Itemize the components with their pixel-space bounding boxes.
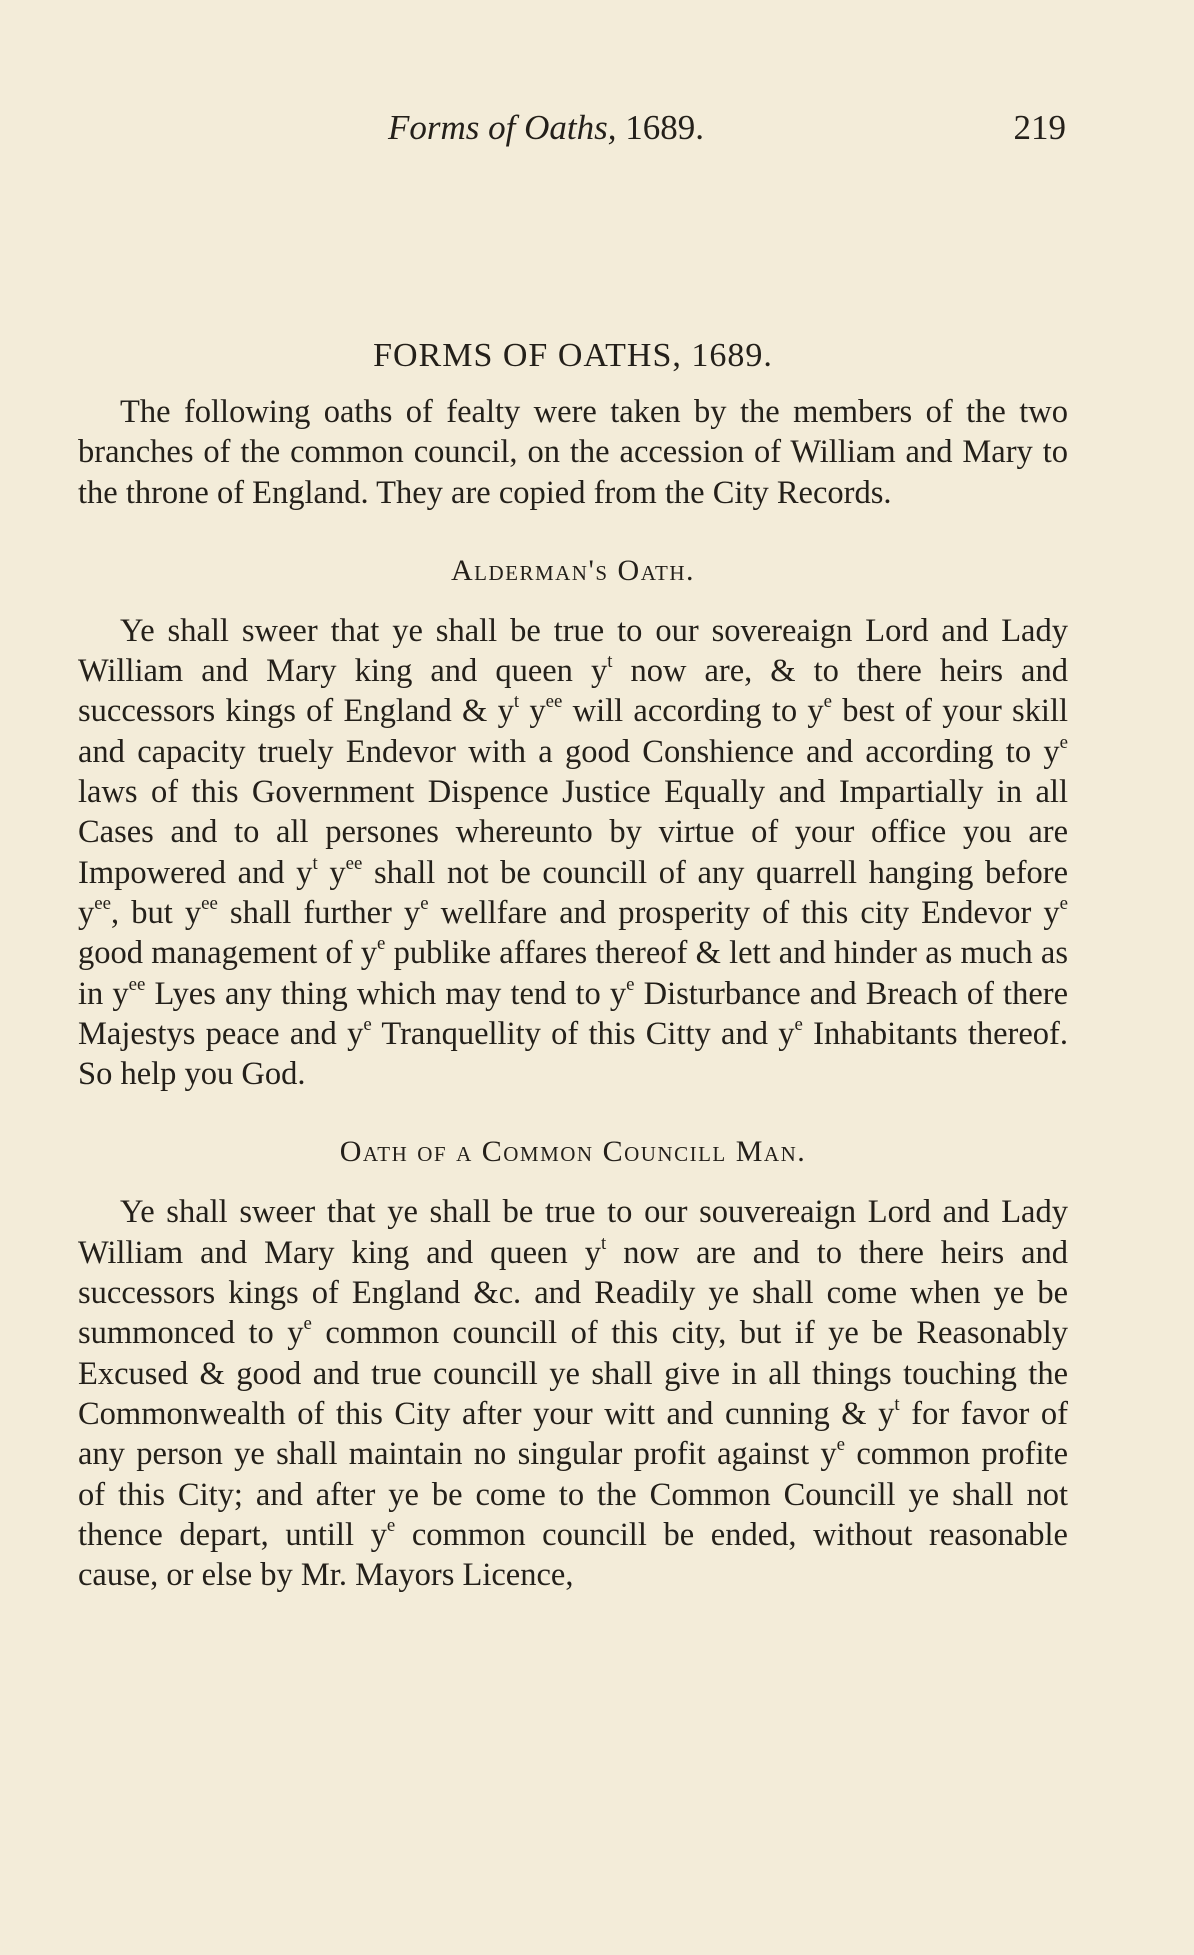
superscript: e (1059, 892, 1068, 914)
superscript: e (626, 973, 635, 995)
text-run: for favor of any person ye shall maintain no singular profit against y (78, 1395, 1068, 1473)
text-run: now are, & to there heirs and successors kings of England & y (78, 653, 1068, 730)
superscript: e (386, 1514, 396, 1536)
section-heading-councilman: Oath of a Common Councill Man. (339, 1135, 807, 1169)
text-run: Inhabitants thereof. So help you God. (78, 1015, 1069, 1093)
text-run: will according to y (562, 693, 824, 730)
text-run: good management of y (78, 935, 378, 972)
alderman-oath-text (78, 611, 1068, 1095)
text-run: y (317, 854, 346, 891)
superscript: t (894, 1393, 900, 1415)
text-run: Ye shall sweer that ye shall be true to our souvereaign Lord and Lady William and Mary king and queen y (78, 1194, 1068, 1271)
text-run: shall further y (217, 894, 421, 931)
text-run: laws of this Government Dispence Justice Equally and Impartially in all Cases and to all persones whereunto by virtue of your office you are Impowered and y (78, 774, 1068, 891)
text-run: best of your skill and capacity truely Endevor with a good Conshience and according to y (78, 693, 1069, 770)
page-body (78, 336, 1068, 1595)
text-run: shall not be councill of any quarrell hanging before y (78, 854, 1069, 931)
section-heading-alderman: Alderman's Oath. (450, 553, 696, 587)
running-head-title-italic: Forms of Oaths, (388, 108, 617, 147)
page-title: FORMS OF OATHS, 1689. (373, 337, 773, 374)
text-run: publike affares thereof & lett and hinder as much as in y (78, 935, 1068, 1012)
superscript: e (794, 1013, 803, 1035)
superscript: ee (545, 691, 563, 713)
superscript: e (823, 691, 832, 713)
intro-paragraph: The following oaths of fealty were taken by the members of the two branches of the common council, on the accession of William and Mary to the throne of England. They are copied from the City Records. (78, 394, 1068, 511)
text-run: Tranquellity of this Citty and y (371, 1015, 795, 1052)
text-run: Ye shall sweer that ye shall be true to our sovereaign Lord and Lady William and Mary king and queen y (78, 612, 1068, 690)
superscript: t (513, 691, 520, 713)
superscript: e (377, 933, 386, 955)
text-run: common councill be ended, without reasonable cause, or else by Mr. Mayors Licence, (78, 1516, 1068, 1594)
page-number: 219 (1013, 108, 1066, 147)
superscript: ee (345, 852, 363, 874)
text-run: Disturbance and Breach of there Majestys peace and y (78, 975, 1069, 1052)
superscript: e (303, 1313, 312, 1335)
superscript: e (420, 892, 429, 914)
text-run: common profite of this City; and after ye be come to the Common Councill ye shall not thence depart, untill y (78, 1436, 1068, 1553)
text-run: Lyes any thing which may tend to y (145, 975, 627, 1012)
text-run: wellfare and prosperity of this city Endevor y (428, 894, 1060, 931)
text-run: y (519, 693, 546, 730)
councilman-oath-text (78, 1192, 1068, 1595)
text-run: , but y (110, 894, 202, 931)
superscript: t (600, 1232, 607, 1254)
running-head (0, 108, 1194, 152)
superscript: ee (128, 973, 146, 995)
superscript: ee (94, 892, 111, 914)
running-head-title (388, 108, 704, 148)
text-run: common councill of this city, but if ye be Reasonably Excused & good and true councill ye shall give in all things touching the Commonwealth of this City after your witt and cunning & y (78, 1315, 1068, 1432)
superscript: e (836, 1434, 846, 1456)
text-run: now are and to there heirs and successors kings of England &c. and Readily ye shall come when ye be summonced to y (78, 1234, 1068, 1352)
superscript: t (607, 651, 613, 673)
running-head-year: 1689. (616, 108, 704, 147)
superscript: e (363, 1013, 372, 1035)
superscript: ee (201, 892, 218, 914)
superscript: e (1059, 731, 1068, 753)
superscript: t (312, 852, 318, 874)
